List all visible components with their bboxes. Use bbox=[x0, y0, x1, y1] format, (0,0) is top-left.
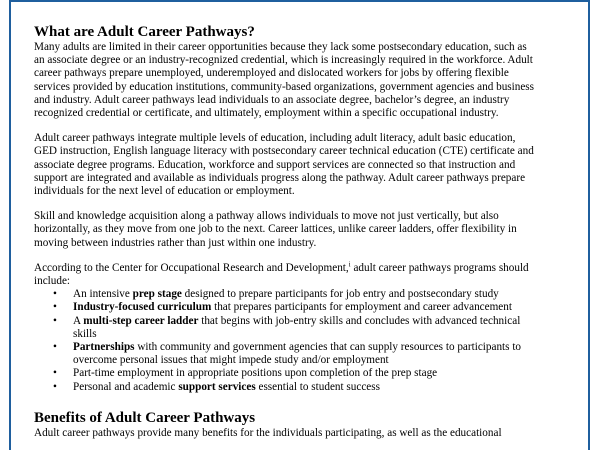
section-heading-what-are: What are Adult Career Pathways? bbox=[34, 24, 255, 40]
text-segment: that begins with job-entry skills and concludes with advanced technical bbox=[198, 314, 521, 327]
bullet-marker: • bbox=[53, 380, 57, 393]
bullet-marker: • bbox=[53, 301, 57, 314]
text-line: services provided by education institutions, community-based organizations, government agencies and business bbox=[34, 80, 535, 93]
list-item bbox=[34, 315, 574, 341]
emphasis: prep stage bbox=[132, 288, 182, 301]
text-line bbox=[73, 381, 574, 394]
page-border-left bbox=[9, 0, 11, 450]
program-components-list bbox=[34, 288, 574, 394]
text-line: individuals for the next level of education or employment. bbox=[34, 185, 295, 198]
list-item bbox=[34, 301, 574, 314]
text-line bbox=[34, 262, 574, 275]
document-body bbox=[34, 24, 574, 440]
text-line: moving between industries rather than just within one industry. bbox=[34, 236, 317, 249]
bullet-marker: • bbox=[53, 367, 57, 380]
page-border-right bbox=[588, 0, 590, 450]
bullet-marker: • bbox=[53, 288, 57, 301]
page-border-top bbox=[9, 0, 590, 2]
bullet-marker: • bbox=[53, 341, 57, 354]
paragraph-benefits bbox=[34, 427, 574, 440]
text-line: an associate degree or an industry-recognized credential, which is increasingly required in the workforce. Adult bbox=[34, 54, 533, 67]
text-line bbox=[73, 288, 574, 301]
emphasis: multi-step career ladder bbox=[83, 314, 199, 327]
text-segment: An intensive bbox=[73, 288, 133, 301]
emphasis: Partnerships bbox=[73, 341, 135, 354]
text-segment: that prepares participants for employment and career advancement bbox=[211, 301, 512, 314]
text-segment: A bbox=[73, 314, 84, 327]
emphasis: Industry-focused curriculum bbox=[73, 301, 212, 314]
list-item bbox=[34, 367, 574, 380]
paragraph-intro bbox=[34, 41, 574, 120]
text-segment: essential to student success bbox=[255, 380, 380, 393]
list-item bbox=[34, 288, 574, 301]
text-line: Adult career pathways provide many benefits for the individuals participating, as well as the educational bbox=[34, 426, 502, 439]
text-line bbox=[73, 341, 574, 354]
text-line: overcome personal issues that might impede study and/or employment bbox=[73, 354, 389, 367]
text-line: Adult career pathways integrate multiple levels of education, including adult literacy, adult basic education, bbox=[34, 132, 516, 145]
section-heading-benefits: Benefits of Adult Career Pathways bbox=[34, 409, 256, 426]
text-line: GED instruction, English language literacy with postsecondary career technical education (CTE) certificate and bbox=[34, 145, 534, 158]
text-line: include: bbox=[34, 275, 71, 288]
text-line: Skill and knowledge acquisition along a pathway allows individuals to move not just vertically, but also bbox=[34, 210, 499, 223]
bullet-marker: • bbox=[53, 314, 57, 327]
text-segment: designed to prepare participants for job entry and postsecondary study bbox=[181, 288, 499, 301]
text-line: Many adults are limited in their career opportunities because they lack some postsecondary education, such as bbox=[34, 41, 527, 53]
text-line: support are integrated and available as individuals progress along the pathway. Adult career pathways prepare bbox=[34, 171, 526, 184]
text-line: horizontally, as they move from one job to the next. Career lattices, unlike career ladders, offer flexibility in bbox=[34, 223, 517, 236]
text-line: career pathways prepare unemployed, underemployed and dislocated workers for jobs by offering flexible bbox=[34, 67, 509, 80]
text-segment: with community and government agencies that can supply resources to participants to bbox=[134, 341, 522, 354]
text-line bbox=[73, 301, 574, 314]
text-segment: According to the Center for Occupational Research and Development, bbox=[34, 261, 349, 274]
list-item bbox=[34, 381, 574, 394]
footnote-marker[interactable]: i bbox=[348, 260, 351, 269]
text-line bbox=[73, 315, 574, 328]
text-line: skills bbox=[73, 327, 97, 340]
paragraph-integration bbox=[34, 132, 574, 198]
text-line: and industry. Adult career pathways lead individuals to an associate degree, bachelor’s degree, an industry bbox=[34, 93, 510, 106]
text-line: Part-time employment in appropriate positions upon completion of the prep stage bbox=[73, 367, 438, 380]
text-segment: Personal and academic bbox=[73, 380, 179, 393]
text-line: associate degree programs. Education, workforce and support services are connected so that instruction and bbox=[34, 158, 516, 171]
list-item bbox=[34, 341, 574, 367]
emphasis: support services bbox=[178, 380, 256, 393]
text-line: recognized credential or certificate, and ultimately, employment within a specific occupational industry. bbox=[34, 107, 499, 120]
text-segment: adult career pathways programs should bbox=[350, 261, 529, 274]
paragraph-skill-acquisition bbox=[34, 210, 574, 250]
paragraph-cord-intro bbox=[34, 262, 574, 288]
